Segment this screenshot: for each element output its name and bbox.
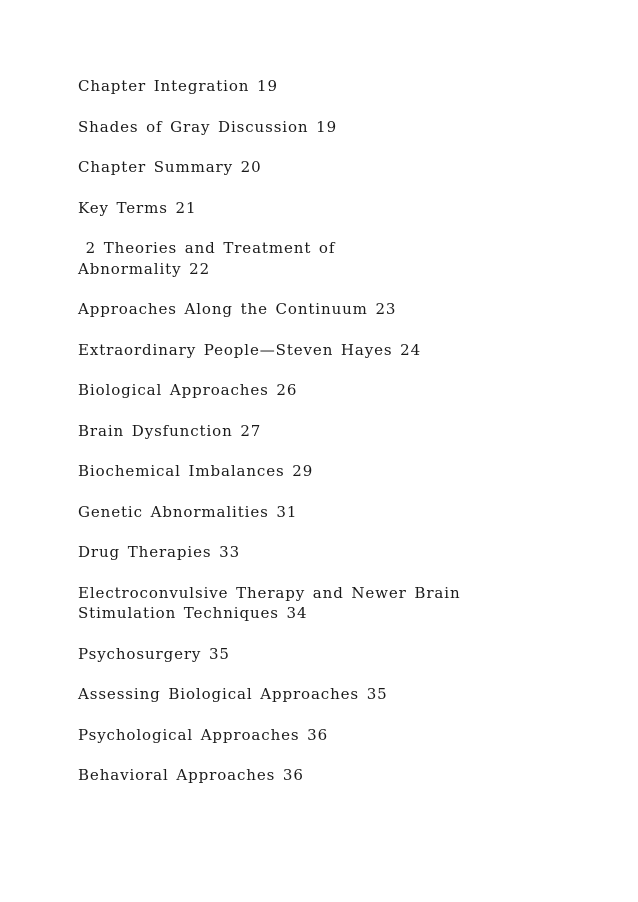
toc-entry: Genetic Abnormalities 31 (78, 502, 298, 521)
toc-entry: Shades of Gray Discussion 19 (78, 117, 338, 136)
toc-entry: Drug Therapies 33 (78, 543, 241, 561)
table-of-contents (78, 76, 598, 806)
toc-entry: Behavioral Approaches 36 (78, 766, 304, 784)
toc-entry: Key Terms 21 (78, 198, 197, 217)
toc-entry: Chapter Integration 19 (78, 77, 278, 95)
toc-entry: Psychological Approaches 36 (78, 725, 329, 744)
toc-entry: Psychosurgery 35 (78, 644, 230, 663)
toc-entry: Chapter Summary 20 (78, 158, 262, 176)
toc-entry: Assessing Biological Approaches 35 (78, 685, 388, 703)
toc-entry: Brain Dysfunction 27 (78, 421, 262, 440)
toc-entry: Approaches Along the Continuum 23 (78, 300, 397, 318)
toc-entry: Extraordinary People—Steven Hayes 24 (78, 340, 422, 359)
toc-entry: Biological Approaches 26 (78, 381, 298, 399)
toc-entry: Electroconvulsive Therapy and Newer Brain Stimulation Techniques 34 (78, 583, 461, 622)
toc-chapter-heading: 2 Theories and Treatment of Abnormality 22 (78, 239, 336, 278)
toc-entry: Biochemical Imbalances 29 (78, 462, 314, 480)
